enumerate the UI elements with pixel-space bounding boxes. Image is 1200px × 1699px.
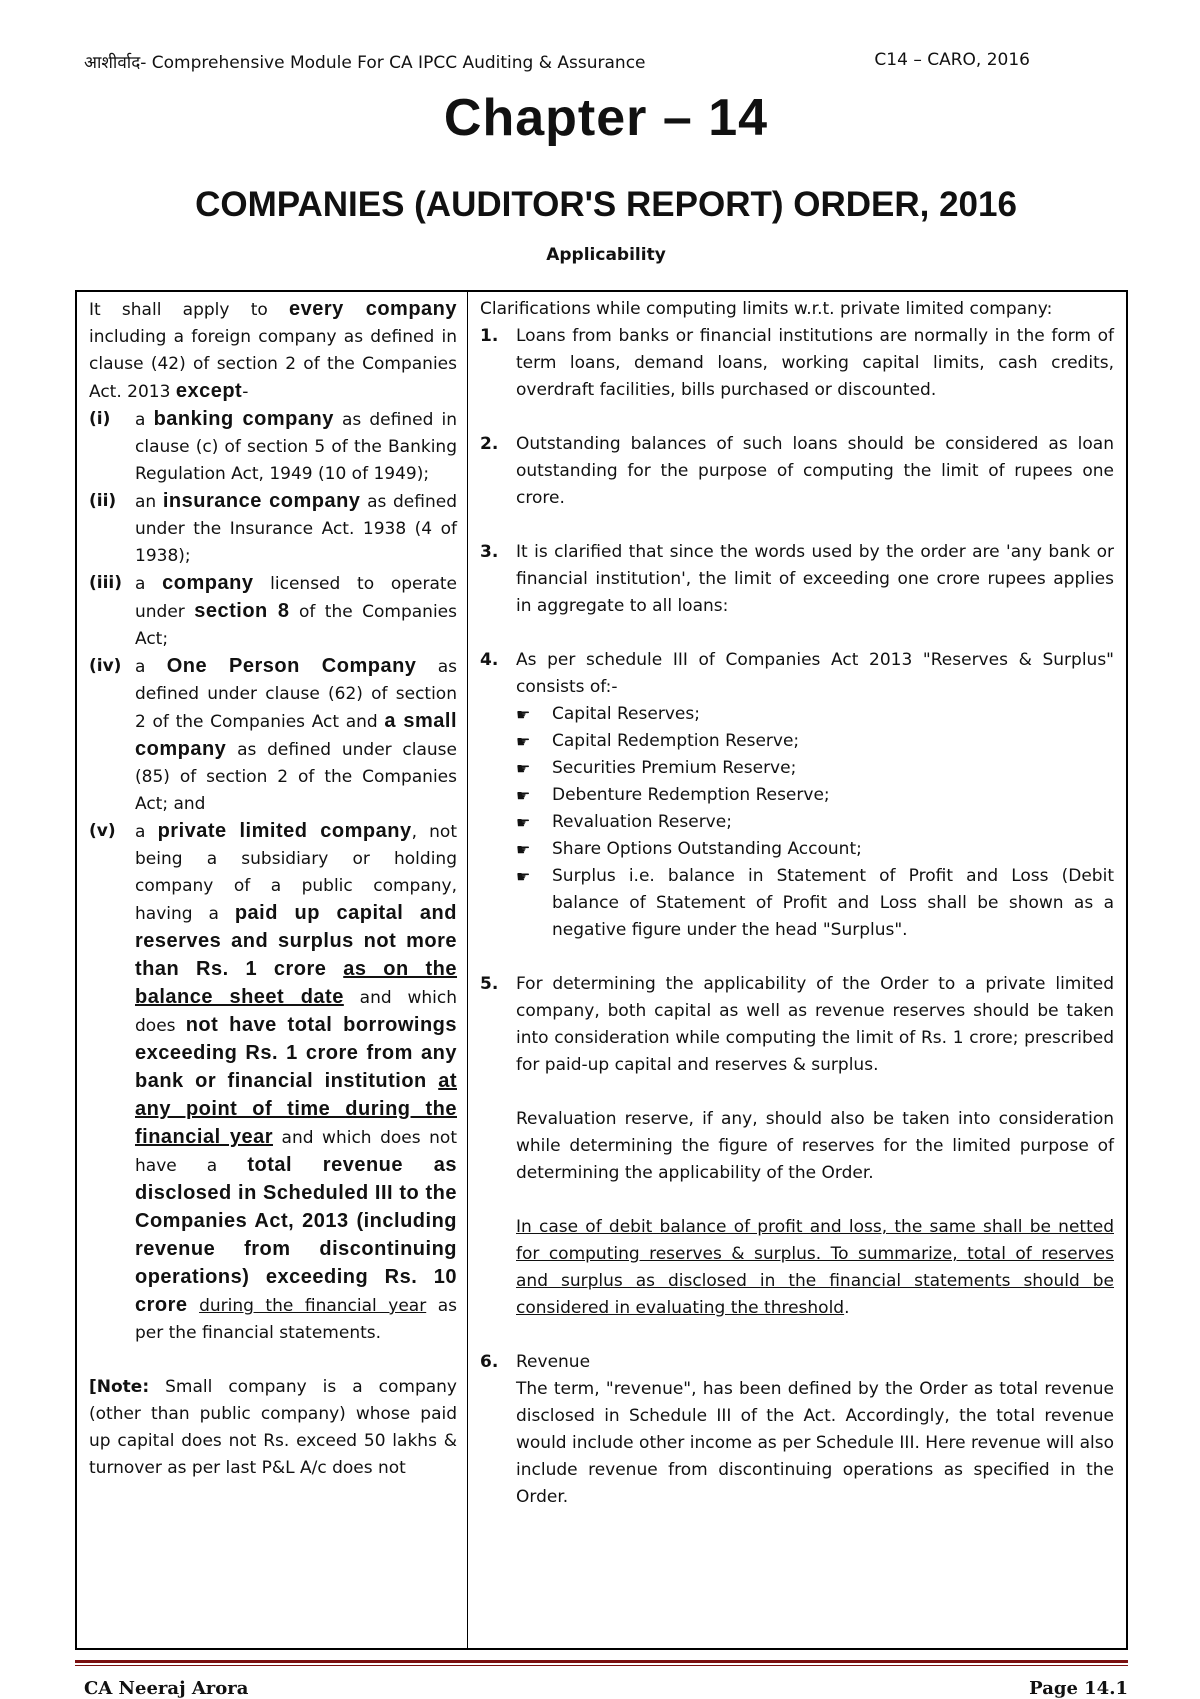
exemption-item-section8: (iii) a company licensed to operate under section 8 of the Companies Act; <box>89 572 457 649</box>
pointing-hand-icon: ☛ <box>516 705 531 724</box>
list-item: ☛ Capital Redemption Reserve; <box>516 728 1114 755</box>
clarification-2: 2. Outstanding balances of such loans should be considered as loan outstanding for the purpose of computing the limit of rupees one crore. <box>480 434 1114 508</box>
list-item: ☛ Revaluation Reserve; <box>516 809 1114 836</box>
footer-author: CA Neeraj Arora <box>84 1678 249 1699</box>
list-item: ☛ Share Options Outstanding Account; <box>516 836 1114 863</box>
exemption-item-banking: (i) a banking company as defined in clause (c) of section 5 of the Banking Regulation Act, 1949 (10 of 1949); <box>89 408 457 484</box>
intro-paragraph: It shall apply to every company including a foreign company as defined in clause (42) of section 2 of the Companies Act. 2013 except- <box>89 298 457 402</box>
footer-page-number: Page 14.1 <box>1029 1678 1128 1699</box>
clarifications-column <box>468 292 1126 1648</box>
applicability-table <box>75 290 1128 1650</box>
section-subtitle: Applicability <box>546 245 666 265</box>
pointing-hand-icon: ☛ <box>516 867 531 886</box>
header-module-title: आशीर्वाद- Comprehensive Module For CA IPCC Auditing & Assurance <box>84 53 646 73</box>
clarification-5: 5. For determining the applicability of the Order to a private limited company, both capital as well as revenue reserves should be taken into consideration while computing the limit of Rs. 1 crore; prescribed for paid-up capital and reserves & surplus. Revaluation reserve, if any, should also be taken into consideration while determining the figure of reserves for the limited purpose of determining the applicability of the Order. In case of debit balance of profit and loss, the same shall be netted for computing reserves & surplus. To summarize, total of reserves and surplus as disclosed in the financial statements should be considered in evaluating the threshold. <box>480 974 1114 1318</box>
chapter-heading: Chapter – 14 <box>443 89 769 147</box>
reserves-list <box>516 701 1114 944</box>
pointing-hand-icon: ☛ <box>516 732 531 751</box>
exemption-item-insurance: (ii) an insurance company as defined under the Insurance Act. 1938 (4 of 1938); <box>89 490 457 566</box>
pointing-hand-icon: ☛ <box>516 813 531 832</box>
footer-rule <box>75 1660 1128 1663</box>
list-item: ☛ Debenture Redemption Reserve; <box>516 782 1114 809</box>
list-item: ☛ Surplus i.e. balance in Statement of Profit and Loss (Debit balance of Statement of Profit and Loss shall be shown as a negative figure under the head "Surplus". <box>516 863 1114 944</box>
exemptions-column <box>77 292 468 1648</box>
clarifications-heading: Clarifications while computing limits w.r.t. private limited company: <box>480 299 1053 319</box>
list-item: ☛ Securities Premium Reserve; <box>516 755 1114 782</box>
clarification-6: 6. Revenue The term, "revenue", has been defined by the Order as total revenue disclosed in Schedule III of the Act. Accordingly, the total revenue would include other income as per Schedule III. Here revenue will also include revenue from discontinuing operations as specified in the Order. <box>480 1352 1114 1507</box>
clarification-4: 4. As per schedule III of Companies Act 2013 "Reserves & Surplus" consists of:- ☛ Capital Reserves; ☛ Capital Redemption Reserve; ☛ Securities Premium Reserve; ☛ Debenture Redemption Reserve; ☛ Revaluation Reserve; ☛ Share Options Outstanding Account; ☛ Surplus i.e. balance in Statement of Profit and Loss (Debit balance of Statement of Profit and Loss shall be shown as a negative figure under the head "Surplus". <box>480 647 1114 944</box>
clarification-3: 3. It is clarified that since the words used by the order are 'any bank or financial institution', the limit of exceeding one crore rupees applies in aggregate to all loans: <box>480 542 1114 616</box>
header-chapter-ref: C14 – CARO, 2016 <box>874 50 1030 70</box>
clarification-1: 1. Loans from banks or financial institutions are normally in the form of term loans, demand loans, working capital limits, cash credits, overdraft facilities, bills purchased or discounted. <box>480 326 1114 400</box>
pointing-hand-icon: ☛ <box>516 759 531 778</box>
exemption-item-opc: (iv) a One Person Company as defined under clause (62) of section 2 of the Companies Act and a small company as defined under clause (85) of section 2 of the Companies Act; and <box>89 655 458 814</box>
pointing-hand-icon: ☛ <box>516 840 531 859</box>
footer-rule-thin <box>75 1665 1128 1666</box>
list-item: ☛ Capital Reserves; <box>516 701 1114 728</box>
exemption-item-private: (v) a private limited company, not being a subsidiary or holding company of a public company, having a paid up capital and reserves and surplus not more than Rs. 1 crore as on the balance sheet date and which does not have total borrowings exceeding Rs. 1 crore from any bank or financial institution at any point of time during the financial year and which does not have a total revenue as disclosed in Scheduled III to the Companies Act, 2013 (including revenue from discontinuing operations) exceeding Rs. 10 crore during the financial year as per the financial statements. <box>89 820 458 1343</box>
page-header <box>84 50 1030 76</box>
page-title: COMPANIES (AUDITOR'S REPORT) ORDER, 2016 <box>195 185 1017 224</box>
small-company-note: [Note: Small company is a company (other than public company) whose paid up capital does not Rs. exceed 50 lakhs & turnover as per last P&L A/c does not <box>89 1377 457 1478</box>
pointing-hand-icon: ☛ <box>516 786 531 805</box>
